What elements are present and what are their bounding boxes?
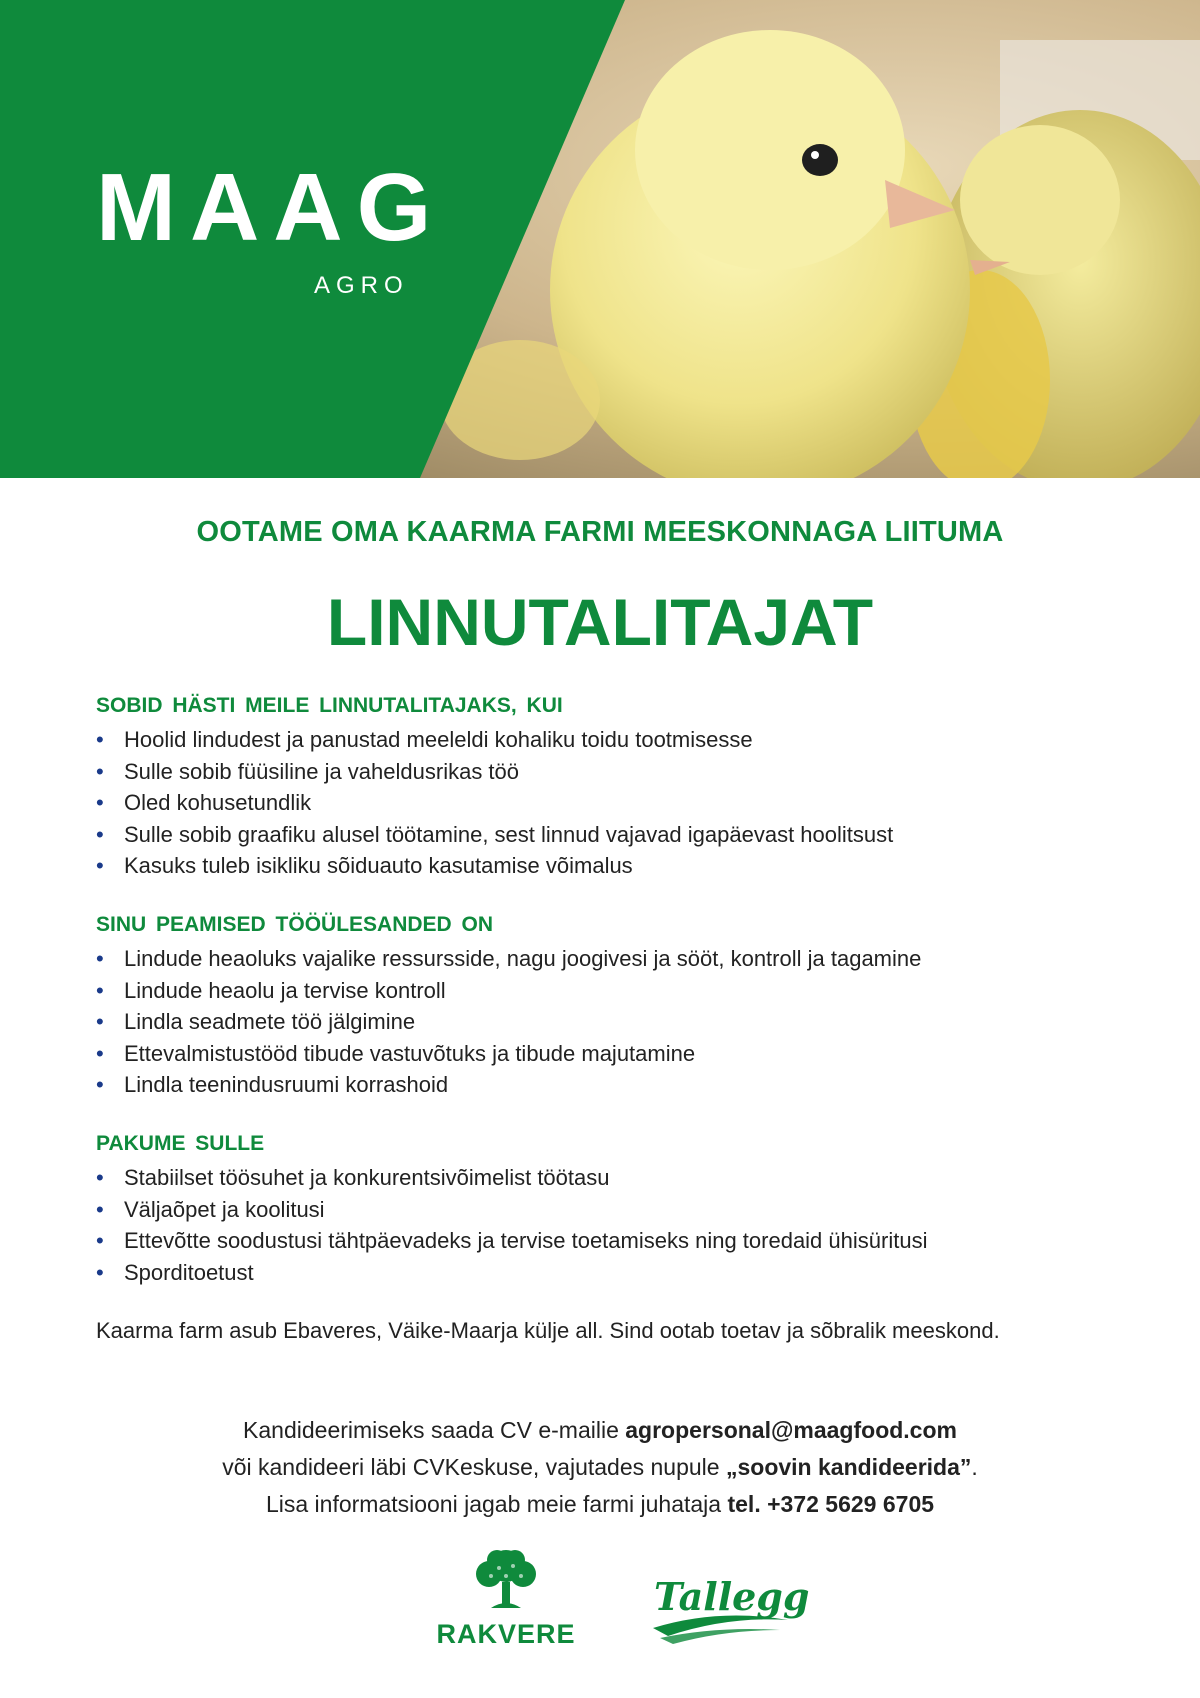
kicker-heading: OOTAME OMA KAARMA FARMI MEESKONNAGA LIITUMA	[196, 516, 1004, 548]
list-item: • Oled kohusetundlik	[96, 790, 312, 815]
email-link[interactable]: agropersonal@maagfood.com	[625, 1417, 957, 1443]
section-heading: PAKUME SULLE	[96, 1132, 265, 1155]
section-duties	[96, 911, 1116, 1101]
maag-logo: MAAG	[96, 154, 446, 261]
list-item: • Sporditoetust	[96, 1259, 254, 1285]
bullet-list	[96, 724, 1116, 882]
hero-banner	[0, 0, 1200, 478]
list-item: • Kasuks tuleb isikliku sõiduauto kasutamise võimalus	[96, 853, 633, 878]
list-item: • Ettevõtte soodustusi tähtpäevadeks ja tervise toetamiseks ning toredaid ühisüritusi	[96, 1228, 928, 1253]
tree-icon	[469, 1546, 543, 1612]
tallegg-wordmark: Tallegg	[654, 1574, 810, 1619]
closing-text: Kaarma farm asub Ebaveres, Väike-Maarja külje all. Sind ootab toetav ja sõbralik meeskond.	[96, 1318, 1000, 1343]
page-title: LINNUTALITAJAT	[326, 585, 874, 659]
bullet-list	[96, 1162, 1116, 1288]
list-item: • Hoolid lindudest ja panustad meeleldi kohaliku toidu tootmisesse	[96, 727, 753, 752]
list-item: • Lindude heaoluks vajalike ressursside, nagu joogivesi ja sööt, kontroll ja tagamine	[96, 946, 922, 971]
list-item: • Sulle sobib füüsiline ja vaheldusrikas töö	[96, 758, 520, 784]
section-heading: SINU PEAMISED TÖÖÜLESANDED ON	[96, 913, 494, 936]
list-item: • Väljaõpet ja koolitusi	[96, 1196, 325, 1222]
section-requirements	[96, 692, 1116, 882]
section-offer	[96, 1130, 1116, 1288]
contact-line-email: Kandideerimiseks saada CV e-mailie agropersonal@maagfood.com	[243, 1417, 957, 1443]
list-item: • Lindude heaolu ja tervise kontroll	[96, 977, 446, 1003]
section-heading: SOBID HÄSTI MEILE LINNUTALITAJAKS, KUI	[96, 694, 563, 717]
rakvere-wordmark: RAKVERE	[436, 1619, 576, 1649]
phone-link[interactable]: tel. +372 5629 6705	[727, 1491, 935, 1517]
apply-button-reference[interactable]: „soovin kandideerida”	[725, 1454, 972, 1480]
list-item: • Lindla seadmete töö jälgimine	[96, 1009, 416, 1034]
bullet-list	[96, 943, 1116, 1101]
list-item: • Lindla teenindusruumi korrashoid	[96, 1072, 449, 1097]
list-item: • Ettevalmistustööd tibude vastuvõtuks ja tibude majutamine	[96, 1040, 696, 1066]
list-item: • Sulle sobib graafiku alusel töötamine, sest linnud vajavad igapäevast hoolitsust	[96, 821, 894, 847]
tallegg-logo	[648, 1570, 810, 1650]
contact-line-phone: Lisa informatsiooni jagab meie farmi juhataja tel. +372 5629 6705	[265, 1491, 935, 1517]
rakvere-logo	[426, 1546, 586, 1650]
list-item: • Stabiilset töösuhet ja konkurentsivõimelist töötasu	[96, 1165, 610, 1190]
contact-line-apply: või kandideeri läbi CVKeskuse, vajutades nupule „soovin kandideerida”.	[222, 1454, 978, 1480]
contact-block	[0, 1412, 1200, 1523]
maag-logo-sub: AGRO	[314, 272, 409, 299]
